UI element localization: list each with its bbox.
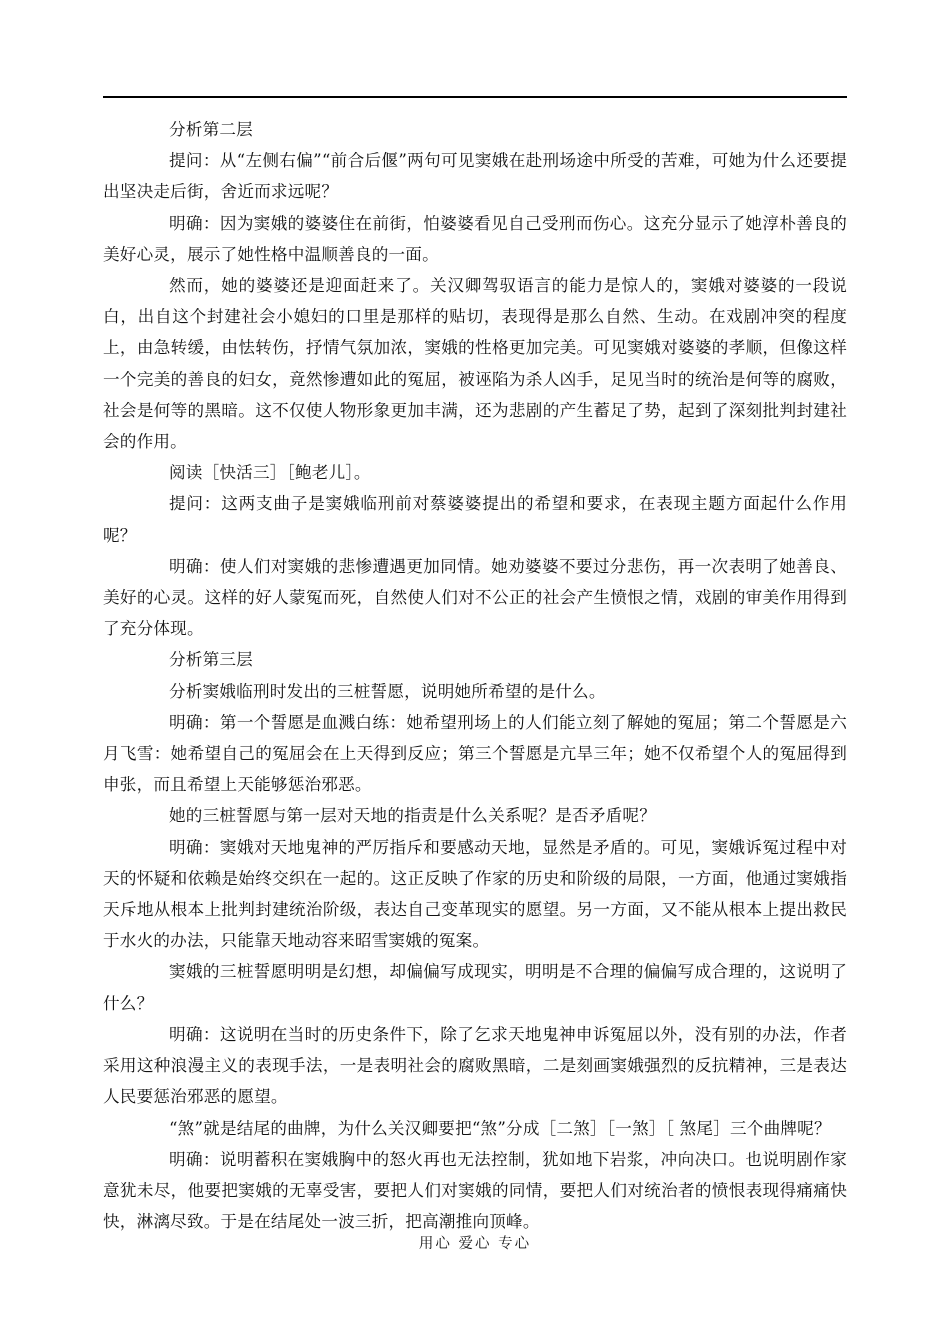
header-rule xyxy=(103,96,847,98)
paragraph-section-3-heading: 分析第三层 xyxy=(169,650,253,670)
paragraph-question: “煞”就是结尾的曲牌，为什么关汉卿要把“煞”分成［二煞］［一煞］［ 煞尾］三个曲牌呢？ xyxy=(169,1118,831,1138)
paragraph-reading: 阅读［快活三］［鲍老儿］。 xyxy=(169,463,371,483)
paragraph-answer: 明确：因为窦娥的婆婆住在前街，怕婆婆看见自己受刑而伤心。这充分显示了她淳朴善良的美好心灵，展示了她性格中温顺善良的一面。 xyxy=(103,213,847,264)
paragraph-answer: 明确：说明蓄积在窦娥胸中的怒火再也无法控制，犹如地下岩浆，冲向决口。也说明剧作家意犹未尽，他要把窦娥的无辜受害，要把人们对窦娥的同情，要把人们对统治者的愤恨表现得痛痛快快，淋漓尽致。于是在结尾处一波三折，把高潮推向顶峰。 xyxy=(103,1149,847,1232)
paragraph-answer: 明确：窦娥对天地鬼神的严厉指斥和要感动天地，显然是矛盾的。可见，窦娥诉冤过程中对天的怀疑和依赖是始终交织在一起的。这正反映了作家的历史和阶级的局限，一方面，他通过窦娥指天斥地从根本上批判封建统治阶级，表达自己变革现实的愿望。另一方面，又不能从根本上提出救民于水火的办法，只能靠天地动容来昭雪窦娥的冤案。 xyxy=(103,837,847,951)
paragraph-task: 分析窦娥临刑时发出的三桩誓愿，说明她所希望的是什么。 xyxy=(169,681,606,701)
paragraph-answer: 明确：第一个誓愿是血溅白练：她希望刑场上的人们能立刻了解她的冤屈；第二个誓愿是六月飞雪：她希望自己的冤屈会在上天得到反应；第三个誓愿是亢旱三年；她不仅希望个人的冤屈得到申张，而且希望上天能够惩治邪恶。 xyxy=(103,712,847,795)
page-footer: 用心 爱心 专心 xyxy=(418,1236,532,1252)
paragraph-question: 提问：这两支曲子是窦娥临刑前对蔡婆婆提出的希望和要求，在表现主题方面起什么作用呢？ xyxy=(103,494,847,545)
paragraph-answer: 明确：使人们对窦娥的悲惨遭遇更加同情。她劝婆婆不要过分悲伤，再一次表明了她善良、美好的心灵。这样的好人蒙冤而死，自然使人们对不公正的社会产生愤恨之情，戏剧的审美作用得到了充分体现。 xyxy=(103,556,847,639)
paragraph-question: 窦娥的三桩誓愿明明是幻想，却偏偏写成现实，明明是不合理的偏偏写成合理的，这说明了什么？ xyxy=(103,962,847,1013)
paragraph-section-2-heading: 分析第二层 xyxy=(169,120,253,139)
paragraph-question: 提问：从“左侧右偏”“前合后偃”两句可见窦娥在赴刑场途中所受的苦难，可她为什么还要提出坚决走后街，舍近而求远呢？ xyxy=(103,151,847,202)
paragraph-answer: 明确：这说明在当时的历史条件下，除了乞求天地鬼神申诉冤屈以外，没有别的办法，作者采用这种浪漫主义的表现手法，一是表明社会的腐败黑暗，二是刻画窦娥强烈的反抗精神，三是表达人民要惩治邪恶的愿望。 xyxy=(103,1024,847,1107)
paragraph-analysis: 然而，她的婆婆还是迎面赶来了。关汉卿驾驭语言的能力是惊人的，窦娥对婆婆的一段说白，出自这个封建社会小媳妇的口里是那样的贴切，表现得是那么自然、生动。在戏剧冲突的程度上，由急转缓，由怯转伤，抒情气氛加浓，窦娥的性格更加完美。可见窦娥对婆婆的孝顺，但像这样一个完美的善良的妇女，竟然惨遭如此的冤屈，被诬陷为杀人凶手，足见当时的统治是何等的腐败，社会是何等的黑暗。这不仅使人物形象更加丰满，还为悲剧的产生蓄足了势，起到了深刻批判封建社会的作用。 xyxy=(103,276,847,452)
paragraph-question: 她的三桩誓愿与第一层对天地的指责是什么关系呢？是否矛盾呢？ xyxy=(169,806,657,826)
document-body xyxy=(103,114,847,1237)
